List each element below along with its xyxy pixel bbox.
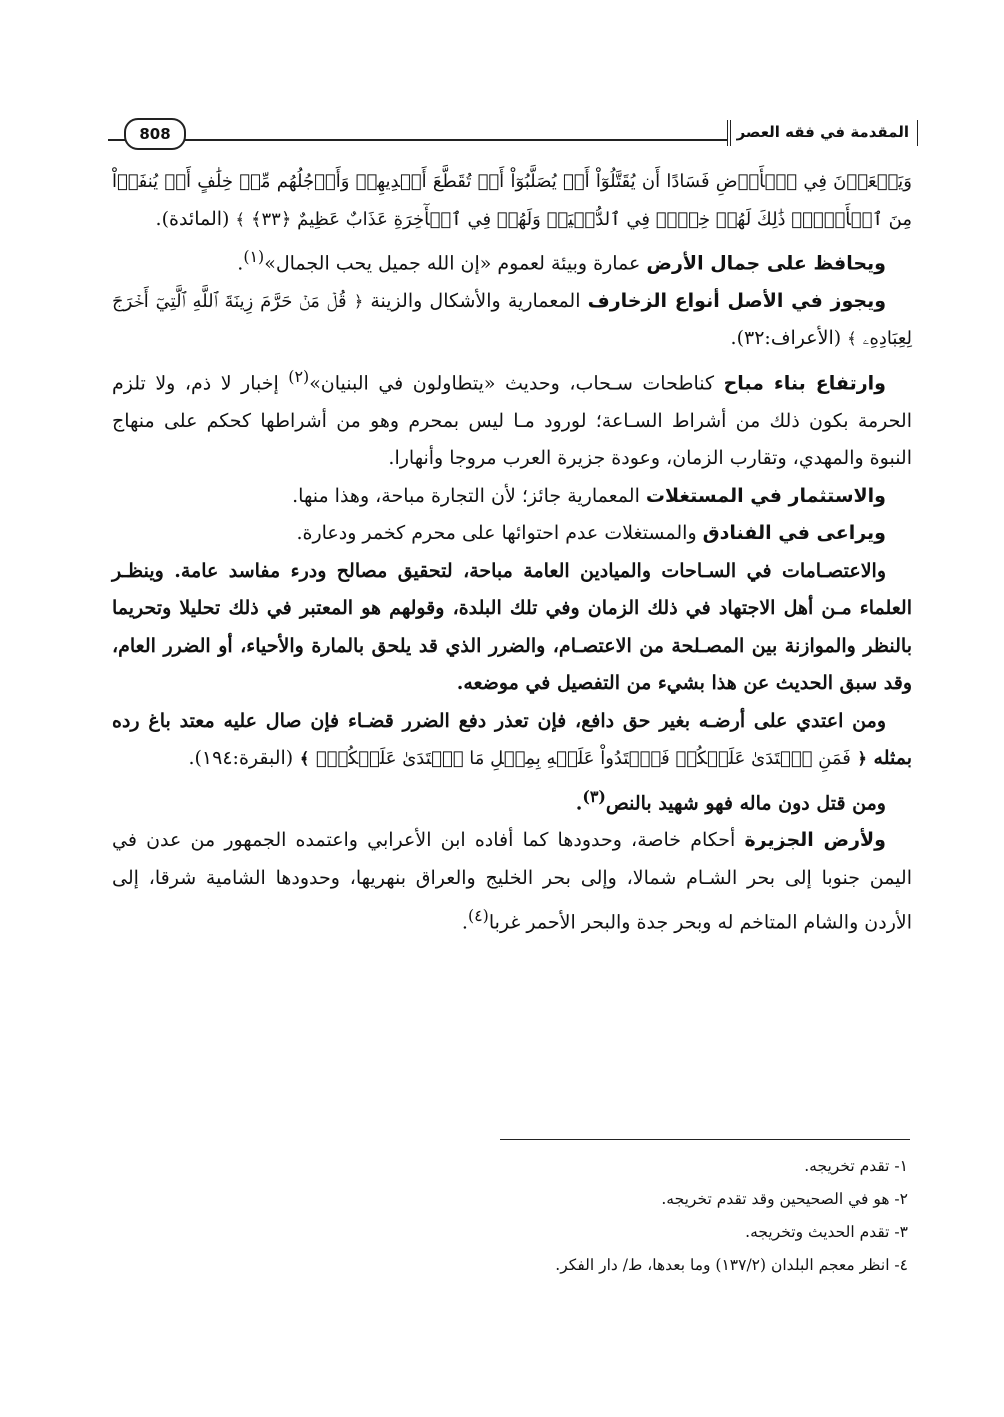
paragraph-text: والاعتصـامات في السـاحات والميادين العامة مباحة، لتحقيق مصالح ودرء مفاسد عامة. وينظـر العلماء مـن أهل الاجتهاد في ذلك الزمان وفي تلك البلدة، وقولهم هو المعتبر في ذلك تحليلا وتحريما بالنظر والموازنة بين المصـلحة من الاعتصـام، والضرر الذي قد يلحق بالمارة والأحياء، أو الضرر العام، وقد سبق الحديث عن هذا بشيء من التفصيل في موضعه. <box>112 559 912 695</box>
paragraph-text: ومن قتل دون ماله فهو شهيد بالنص <box>605 791 886 814</box>
term-high-buildings: وارتفاع بناء مباح <box>723 372 886 395</box>
term-earth-beauty: ويحافظ على جمال الأرض <box>646 252 886 275</box>
paragraph-text: عمارة وبيئة لعموم «إن الله جميل يحب الجمال» <box>264 252 641 275</box>
term-hotels: ويراعى في الفنادق <box>702 522 886 545</box>
verse-close-ornament: ﴾ <box>299 749 310 769</box>
quran-verse-line2: مِنَ ٱلۡأَرۡضِۚ ذَٰلِكَ لَهُمۡ خِزۡيٞ فِي ٱلدُّنۡيَاۖ وَلَهُمۡ فِي ٱلۡأٓخِرَةِ عَذَابٌ عَظِيمٌ ﴿٣٣﴾ <box>250 208 912 230</box>
page-number: 808 <box>124 118 186 150</box>
paragraph-high-buildings <box>112 358 912 478</box>
paragraph-ornaments <box>112 283 912 358</box>
quran-verse-line1: وَيَسۡعَوۡنَ فِي ٱلۡأَرۡضِ فَسَادًا أَن يُقَتَّلُوٓاْ أَوۡ يُصَلَّبُوٓاْ أَوۡ تُقَطَّعَ أَيۡدِيهِمۡ وَأَرۡجُلُهُم مِّنۡ خِلَٰفٍ أَوۡ يُنفَوۡاْ <box>112 171 912 192</box>
footnote-ref: (٣) <box>582 786 606 806</box>
paragraph-text: ومن اعتدي على أرضـه بغير حق دافع، فإن تعذر دفع الضرر قضـاء فإن صال عليه معتد باغ رده بمثله <box>112 709 912 770</box>
paragraph-hotels <box>112 515 912 553</box>
quran-verse: فَمَنِ ٱعۡتَدَىٰ عَلَيۡكُمۡ فَٱعۡتَدُواْ عَلَيۡهِ بِمِثۡلِ مَا ٱعۡتَدَىٰ عَلَيۡكُمۡۚ <box>315 748 851 770</box>
footnote-1: ١- تقدم تخريجه. <box>804 1157 908 1175</box>
paragraph-sit-ins <box>112 553 912 703</box>
footnote-3: ٣- تقدم الحديث وتخريجه. <box>745 1223 908 1241</box>
paragraph-text: كناطحات سـحاب، وحديث «يتطاولون في البنيان» <box>309 372 715 395</box>
paragraph-text: المعمارية جائز؛ لأن التجارة مباحة، وهذا منها. <box>292 484 640 507</box>
footnote-ref: (٢) <box>288 366 310 386</box>
paragraph-beauty: ويحافظ على جمال الأرض عمارة وبيئة لعموم «إن الله جميل يحب الجمال»$^{(١)}$. <box>237 247 886 275</box>
paragraph-text: والمستغلات عدم احتوائها على محرم كخمر ودعارة. <box>296 522 697 545</box>
book-title: المقدمة في فقه العصر <box>727 120 918 146</box>
footnote-ref: (٤) <box>467 906 489 926</box>
verse-reference: (المائدة). <box>155 207 230 230</box>
paragraph-aggression <box>112 703 912 778</box>
paragraph-investment <box>112 478 912 516</box>
verse-open-ornament: ﴿ <box>353 291 364 311</box>
term-peninsula: ولأرض الجزيرة <box>744 829 886 852</box>
quran-verse: قُلۡ مَنۡ حَرَّمَ زِينَةَ ٱللَّهِ ٱلَّتِيٓ أَخۡرَجَ لِعِبَادِهِۦ <box>112 290 912 350</box>
paragraph-text: المعمارية والأشكال والزينة <box>370 289 581 312</box>
paragraph-text: أحكام خاصة، وحدودها كما أفاده ابن الأعرابي واعتمده الجمهور من عدن في اليمن جنوبا إلى بحر الشـام شمالا، وإلى بحر الخليج والعراق بنهريها، وحدودها الشامية شرقا، إلى الأردن والشام المتاخم له وبحر جدة والبحر الأحمر غربا <box>112 829 912 934</box>
paragraph-peninsula <box>112 822 912 942</box>
paragraph-martyr <box>112 778 912 823</box>
paragraph-text: إخبار لا ذم، ولا تلزم الحرمة بكون ذلك من أشراط السـاعة؛ لورود مـا ليس بمحرم وهو من أشراطها كحكم على منهاج النبوة والمهدي، وتقارب الزمان، وعودة جزيرة العرب مروجا وأنهارا. <box>112 372 912 470</box>
verse-paragraph <box>112 163 912 238</box>
verse-open-ornament: ﴿ <box>857 749 867 769</box>
verse-reference: (الأعراف:٣٢). <box>730 327 842 350</box>
footnote-ref: (١) <box>243 247 265 266</box>
footnote-2: ٢- هو في الصحيحين وقد تقدم تخريجه. <box>661 1190 908 1208</box>
main-text <box>112 163 912 942</box>
footnotes <box>112 1150 910 1282</box>
verse-reference: (البقرة:١٩٤). <box>188 747 294 770</box>
sentence-end: . <box>575 791 583 814</box>
sentence-end: . <box>461 911 468 934</box>
term-investment: والاستثمار في المستغلات <box>645 484 886 507</box>
footnote-4: ٤- انظر معجم البلدان (١٣٧/٢) وما بعدها، ط/ دار الفكر. <box>555 1256 908 1274</box>
verse-close-ornament: ﴾ <box>847 329 857 349</box>
running-header <box>108 112 918 154</box>
footnote-separator <box>500 1139 910 1140</box>
verse-close-ornament: ﴾ <box>235 209 245 229</box>
term-ornaments: ويجوز في الأصل أنواع الزخارف <box>587 289 887 312</box>
